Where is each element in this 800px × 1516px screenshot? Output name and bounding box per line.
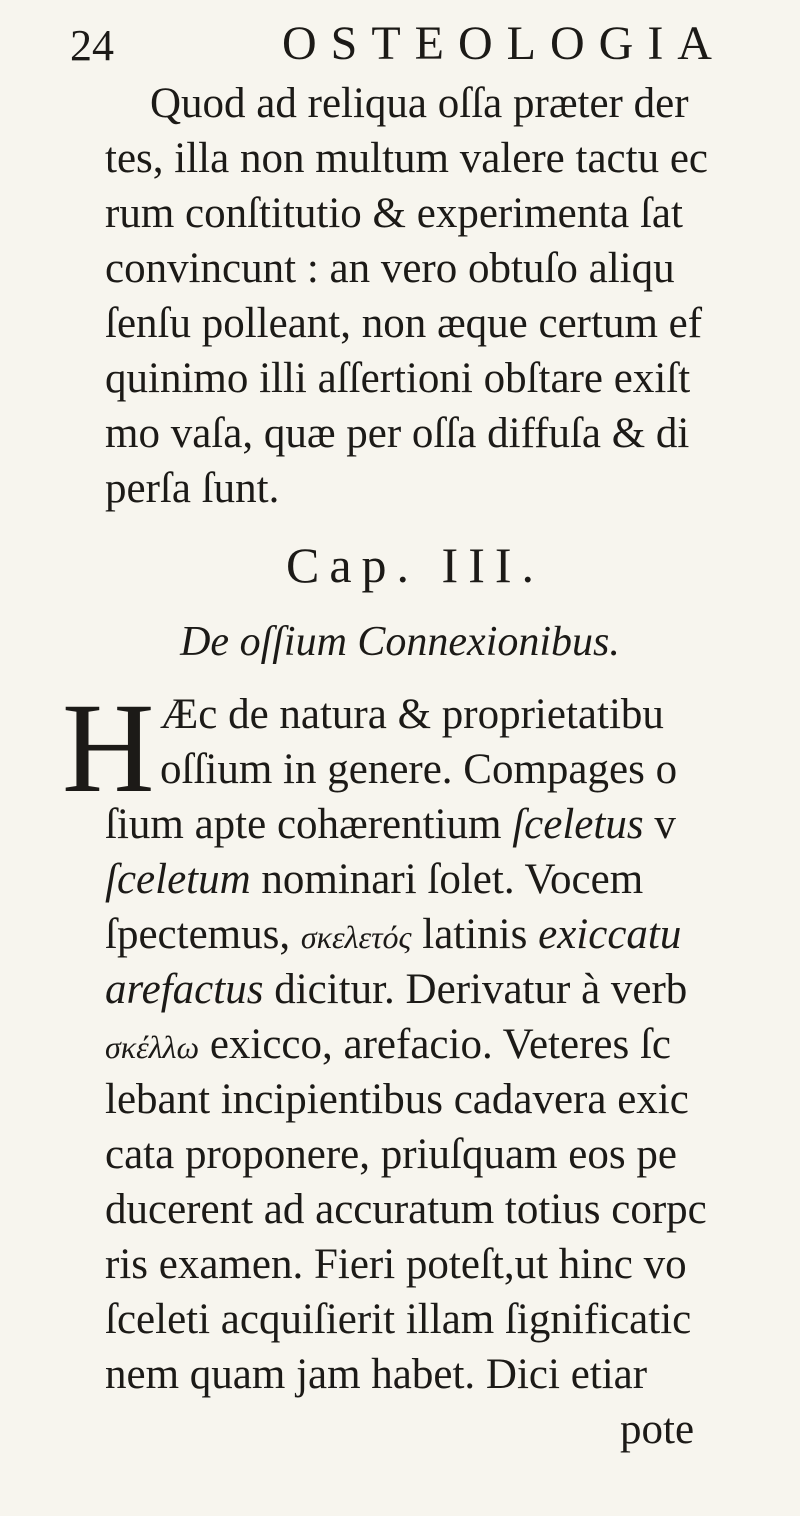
text-line: perſa ſunt. (105, 465, 280, 512)
running-title: OSTEOLOGIA (282, 17, 726, 70)
page-number: 24 (70, 21, 114, 70)
text-line: σκέλλω exicco, arefacio. Veteres ſc (105, 1021, 671, 1068)
text-line: oſſium in genere. Compages o (160, 746, 678, 793)
text-line: ſpectemus, σκελετός latinis exiccatu (105, 911, 682, 958)
text-line: ris examen. Fieri poteſt,ut hinc vo (105, 1241, 687, 1288)
text-line: cata proponere, priuſquam eos pe (105, 1131, 677, 1178)
catchword: pote (620, 1406, 695, 1453)
chapter-subtitle: De oſſium Connexionibus. (180, 619, 620, 665)
text-line: rum conſtitutio & experimenta ſat (105, 190, 683, 237)
text-line: ſium apte cohærentium ſceletus v (105, 801, 676, 848)
text-line: ſceleti acquiſierit illam ſignificatic (105, 1296, 692, 1343)
drop-cap: H (62, 677, 155, 819)
text-line: Quod ad reliqua oſſa præter der (150, 80, 689, 127)
running-head (0, 12, 800, 72)
text-line: ſceletum nominari ſolet. Vocem (105, 856, 644, 903)
text-line: ſenſu polleant, non æque certum ef (105, 300, 703, 347)
text-line: tes, illa non multum valere tactu ec (105, 135, 708, 182)
text-line: convincunt : an vero obtuſo aliqu (105, 245, 675, 292)
text-line: ducerent ad accuratum totius corpc (105, 1186, 707, 1233)
text-line: arefactus dicitur. Derivatur à verb (105, 966, 688, 1013)
text-line: Æc de natura & proprietatibu (160, 691, 664, 738)
text-line: quinimo illi aſſertioni obſtare exiſt (105, 355, 691, 402)
chapter-heading: Cap. III. (286, 537, 544, 593)
text-line: mo vaſa, quæ per oſſa diffuſa & di (105, 410, 690, 457)
text-line: nem quam jam habet. Dici etiar (105, 1351, 648, 1398)
text-line: lebant incipientibus cadavera exic (105, 1076, 689, 1123)
